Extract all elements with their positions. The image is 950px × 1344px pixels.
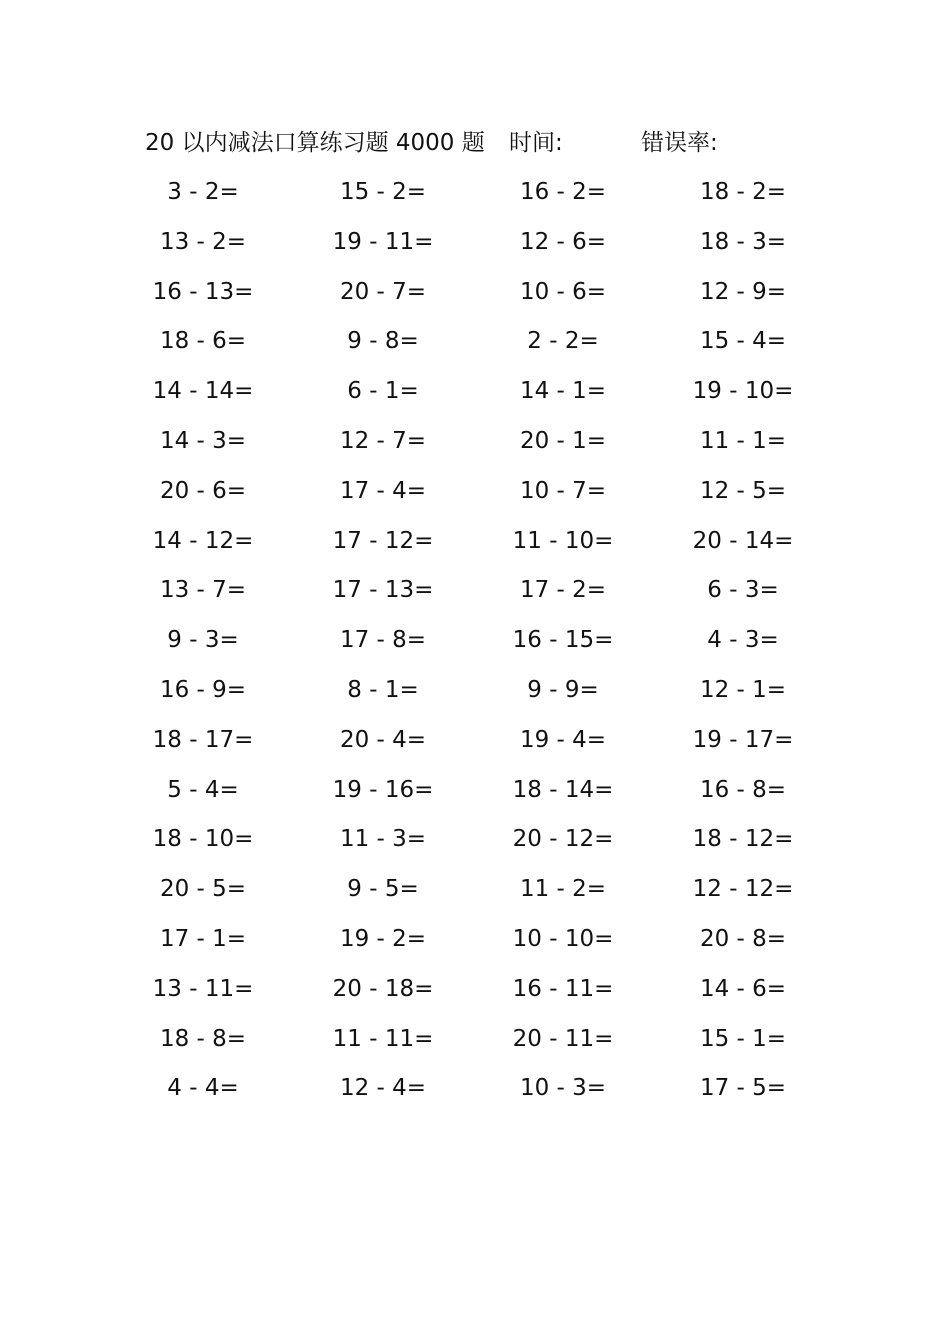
problem-item: 8 - 1= [347, 676, 419, 703]
problem-row [128, 871, 828, 921]
problem-item: 20 - 11= [512, 1025, 614, 1052]
problem-row [128, 274, 828, 324]
problem-item: 11 - 10= [512, 527, 614, 554]
problem-item: 16 - 2= [519, 179, 607, 205]
problem-item: 2 - 2= [527, 328, 599, 355]
problem-row [128, 373, 828, 423]
problem-item: 20 - 8= [699, 925, 787, 952]
problem-item: 20 - 14= [692, 527, 794, 554]
problem-item: 5 - 4= [167, 776, 239, 803]
problem-row [128, 722, 828, 772]
problem-item: 19 - 16= [332, 776, 434, 803]
problem-item: 11 - 11= [332, 1025, 434, 1052]
problem-row [128, 174, 828, 224]
problem-item: 14 - 3= [159, 427, 247, 454]
problem-item: 18 - 2= [699, 179, 787, 205]
problem-item: 9 - 3= [167, 627, 239, 654]
problem-row [128, 1070, 828, 1120]
problem-item: 20 - 6= [159, 477, 247, 504]
problem-item: 12 - 7= [339, 427, 427, 454]
problem-item: 12 - 1= [699, 676, 787, 703]
problem-item: 14 - 6= [699, 975, 787, 1002]
problem-item: 12 - 9= [699, 278, 787, 305]
problem-item: 14 - 1= [519, 378, 607, 405]
problem-row [128, 473, 828, 523]
problem-item: 13 - 11= [152, 975, 254, 1002]
problem-row [128, 772, 828, 822]
problem-row [128, 523, 828, 573]
problem-item: 16 - 11= [512, 975, 614, 1002]
problem-item: 17 - 2= [519, 577, 607, 604]
problem-item: 17 - 5= [699, 1075, 787, 1102]
problem-item: 19 - 10= [692, 378, 794, 405]
problem-item: 20 - 5= [159, 876, 247, 903]
problem-item: 19 - 4= [519, 726, 607, 753]
problem-item: 20 - 12= [512, 826, 614, 853]
problem-item: 10 - 10= [512, 925, 614, 952]
problem-item: 20 - 1= [519, 427, 607, 454]
time-label: 时间: [509, 130, 563, 156]
problem-item: 18 - 17= [152, 726, 254, 753]
problem-row [128, 423, 828, 473]
error-rate-label: 错误率: [641, 130, 718, 156]
problem-item: 17 - 12= [332, 527, 434, 554]
problem-item: 10 - 7= [519, 477, 607, 504]
problem-item: 15 - 2= [339, 179, 427, 205]
problem-row [128, 921, 828, 971]
problem-item: 19 - 11= [332, 228, 434, 255]
problem-item: 18 - 8= [159, 1025, 247, 1052]
problem-item: 11 - 2= [519, 876, 607, 903]
problem-item: 17 - 1= [159, 925, 247, 952]
problem-row [128, 672, 828, 722]
problem-item: 13 - 2= [159, 228, 247, 255]
problem-item: 9 - 9= [527, 676, 599, 703]
worksheet-header [145, 126, 805, 160]
problem-item: 16 - 8= [699, 776, 787, 803]
problem-item: 4 - 3= [707, 627, 779, 654]
problem-item: 9 - 8= [347, 328, 419, 355]
problem-item: 10 - 6= [519, 278, 607, 305]
problem-item: 12 - 6= [519, 228, 607, 255]
problem-item: 6 - 3= [707, 577, 779, 604]
problem-item: 13 - 7= [159, 577, 247, 604]
worksheet-title: 20 以内减法口算练习题 4000 题 [145, 130, 485, 156]
problem-item: 17 - 4= [339, 477, 427, 504]
problem-row [128, 224, 828, 274]
problem-item: 20 - 7= [339, 278, 427, 305]
problem-item: 11 - 3= [339, 826, 427, 853]
problem-row [128, 1021, 828, 1071]
problem-item: 18 - 12= [692, 826, 794, 853]
problem-row [128, 323, 828, 373]
problem-item: 17 - 13= [332, 577, 434, 604]
problem-item: 18 - 3= [699, 228, 787, 255]
problem-item: 18 - 14= [512, 776, 614, 803]
problem-row [128, 622, 828, 672]
problem-grid [128, 174, 828, 1120]
problem-item: 14 - 12= [152, 527, 254, 554]
problem-item: 11 - 1= [699, 427, 787, 454]
problem-item: 20 - 4= [339, 726, 427, 753]
problem-item: 3 - 2= [167, 179, 239, 205]
problem-row [128, 572, 828, 622]
problem-item: 12 - 4= [339, 1075, 427, 1102]
problem-item: 10 - 3= [519, 1075, 607, 1102]
problem-item: 9 - 5= [347, 876, 419, 903]
problem-item: 18 - 10= [152, 826, 254, 853]
problem-row [128, 971, 828, 1021]
problem-item: 14 - 14= [152, 378, 254, 405]
problem-item: 16 - 13= [152, 278, 254, 305]
problem-item: 20 - 18= [332, 975, 434, 1002]
problem-item: 19 - 17= [692, 726, 794, 753]
problem-item: 18 - 6= [159, 328, 247, 355]
problem-item: 16 - 15= [512, 627, 614, 654]
problem-item: 4 - 4= [167, 1075, 239, 1102]
problem-row [128, 821, 828, 871]
problem-item: 16 - 9= [159, 676, 247, 703]
problem-item: 19 - 2= [339, 925, 427, 952]
problem-item: 12 - 5= [699, 477, 787, 504]
problem-item: 6 - 1= [347, 378, 419, 405]
problem-item: 12 - 12= [692, 876, 794, 903]
problem-item: 17 - 8= [339, 627, 427, 654]
problem-item: 15 - 4= [699, 328, 787, 355]
problem-item: 15 - 1= [699, 1025, 787, 1052]
